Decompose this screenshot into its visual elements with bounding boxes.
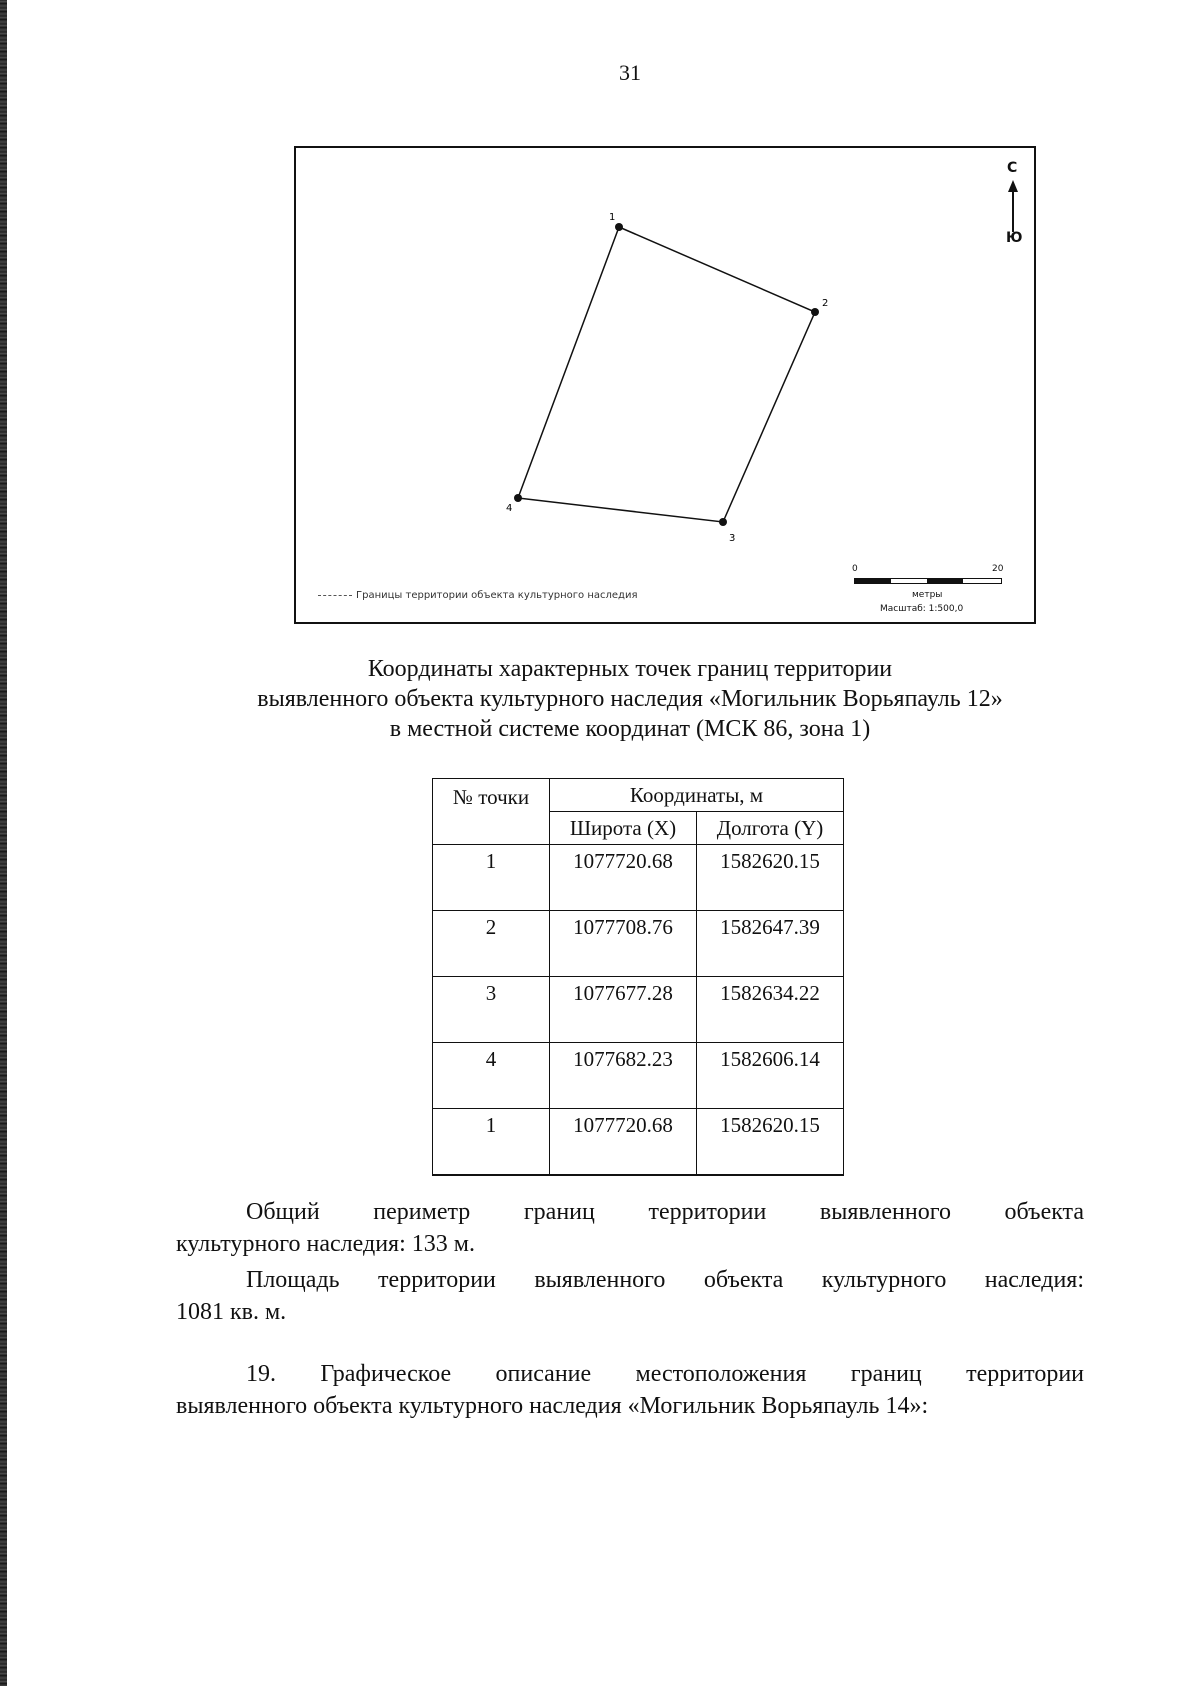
cell-point: 4: [433, 1043, 550, 1109]
table-row: [433, 1109, 844, 1176]
scale-bar: [852, 564, 1002, 614]
boundary-polygon: [518, 227, 815, 522]
cell-y: 1582620.15: [697, 845, 844, 911]
cell-y: 1582647.39: [697, 911, 844, 977]
south-label: Ю: [1006, 230, 1023, 246]
scale-unit: метры: [912, 590, 943, 600]
legend-dash-icon: [318, 595, 352, 596]
header-latitude-x: Широта (X): [550, 812, 697, 845]
boundary-point-1: [615, 223, 623, 231]
cell-point: 3: [433, 977, 550, 1043]
cell-y: 1582634.22: [697, 977, 844, 1043]
table-row: [433, 977, 844, 1043]
point-label-1: 1: [609, 212, 616, 223]
page-number: 31: [619, 60, 641, 85]
cell-point: 1: [433, 845, 550, 911]
coordinates-table: [432, 778, 844, 1176]
section-line-2: выявленного объекта культурного наследия «Могильник Ворьяпауль 14»:: [176, 1393, 929, 1419]
table-row: [433, 911, 844, 977]
map-legend: [318, 590, 637, 601]
area-paragraph: [176, 1264, 1084, 1328]
caption-line-1: Координаты характерных точек границ территории: [367, 656, 893, 682]
table-caption: [160, 654, 1100, 744]
cell-x: 1077708.76: [550, 911, 697, 977]
cell-x: 1077720.68: [550, 1109, 697, 1176]
cell-y: 1582606.14: [697, 1043, 844, 1109]
boundary-map-canvas: [296, 148, 1034, 622]
cell-point: 2: [433, 911, 550, 977]
section-19-paragraph: [176, 1358, 1084, 1422]
point-label-3: 3: [729, 533, 736, 544]
cell-x: 1077677.28: [550, 977, 697, 1043]
cell-point: 1: [433, 1109, 550, 1176]
arrow-shaft: [1012, 190, 1014, 232]
scale-bar-graphic: [854, 578, 1002, 584]
point-label-2: 2: [822, 298, 829, 309]
header-point-number: № точки: [433, 779, 550, 845]
scan-edge: [0, 0, 7, 1686]
section-line-1: 19. Графическое описание местоположения границ территории: [246, 1361, 1084, 1387]
area-line-2: 1081 кв. м.: [176, 1299, 287, 1325]
perimeter-paragraph: [176, 1196, 1084, 1260]
cell-x: 1077682.23: [550, 1043, 697, 1109]
area-line-1: Площадь территории выявленного объекта культурного наследия:: [246, 1267, 1084, 1293]
scale-ratio: Масштаб: 1:500,0: [880, 604, 964, 614]
scale-start: 0: [852, 564, 858, 574]
table-row: [433, 845, 844, 911]
north-arrow-icon: [1004, 160, 1024, 246]
cell-x: 1077720.68: [550, 845, 697, 911]
boundary-point-3: [719, 518, 727, 526]
header-longitude-y: Долгота (Y): [697, 812, 844, 845]
legend-text: Границы территории объекта культурного наследия: [356, 590, 638, 601]
perimeter-line-2: культурного наследия: 133 м.: [176, 1231, 475, 1257]
caption-line-3: в местной системе координат (МСК 86, зона 1): [389, 716, 871, 742]
boundary-point-2: [811, 308, 819, 316]
point-label-4: 4: [506, 503, 513, 514]
cell-y: 1582620.15: [697, 1109, 844, 1176]
scale-end: 20: [992, 564, 1004, 574]
boundary-point-4: [514, 494, 522, 502]
table-row: [433, 1043, 844, 1109]
boundary-map: [294, 146, 1036, 624]
north-label: С: [1007, 160, 1018, 176]
perimeter-line-1: Общий периметр границ территории выявленного объекта: [246, 1199, 1084, 1225]
header-coordinates: Координаты, м: [550, 779, 844, 812]
caption-line-2: выявленного объекта культурного наследия «Могильник Ворьяпауль 12»: [257, 686, 1003, 712]
